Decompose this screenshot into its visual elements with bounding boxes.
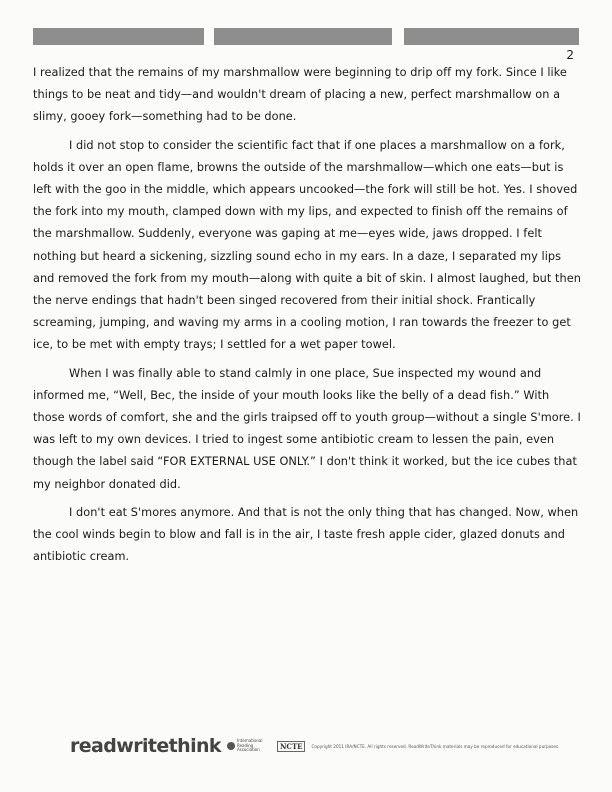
header-bar-middle (214, 28, 392, 45)
header-bar-left (33, 28, 204, 45)
ira-icon (227, 742, 235, 750)
readwritethink-logo[interactable]: readwritethink (70, 735, 221, 757)
header-bar-right (404, 28, 579, 45)
ira-label: International Reading Association (236, 738, 263, 753)
ira-logo (227, 739, 271, 753)
page-number: 2 (566, 48, 574, 62)
body-text (33, 62, 581, 574)
paragraph-4: I don't eat S'mores anymore. And that is not the only thing that has changed. Now, when the cool winds begin to blow and fall is in the air, I taste fresh apple cider, glazed donuts and antibiotic cream. (33, 505, 579, 564)
paragraph-2: I did not stop to consider the scientific fact that if one places a marshmallow on a fork, holds it over an open flame, browns the outside of the marshmallow—which one eats—but is left with the goo in the middle, which appears uncooked—the fork will still be hot. Yes. I shoved the fork into my mouth, clamped down with my lips, and expected to finish off the remains of the marshmallow. Suddenly, everyone was gaping at me—eyes wide, jaws dropped. I felt nothing but heard a sickening, sizzling sound echo in my ears. In a daze, I separated my lips and removed the fork from my mouth—along with quite a bit of skin. I almost laughed, but then the nerve endings that hadn't been singed recovered from their initial shock. Frantically screaming, jumping, and waving my arms in a cooling motion, I ran towards the freezer to get ice, to be met with empty trays; I settled for a wet paper towel. (33, 138, 581, 352)
paragraph-3: When I was finally able to stand calmly in one place, Sue inspected my wound and informed me, “Well, Bec, the inside of your mouth looks like the belly of a dead fish.” With those words of comfort, she and the girls traipsed off to youth group—without a single S'more. I was left to my own devices. I tried to ingest some antibiotic cream to lessen the pain, even though the label said “FOR EXTERNAL USE ONLY.” I don't think it worked, but the ice cubes that my neighbor donated did. (33, 366, 581, 491)
copyright-notice: Copyright 2011 IRA/NCTE. All rights reserved. ReadWriteThink materials may be reproduced for educational purposes. (311, 743, 560, 749)
ncte-logo: NCTE (277, 741, 306, 752)
paragraph-1: I realized that the remains of my marshmallow were beginning to drip off my fork. Since I like things to be neat and tidy—and wouldn't dream of placing a new, perfect marshmallow on a slimy, gooey fork—something had to be done. (33, 66, 567, 124)
footer (70, 734, 570, 758)
